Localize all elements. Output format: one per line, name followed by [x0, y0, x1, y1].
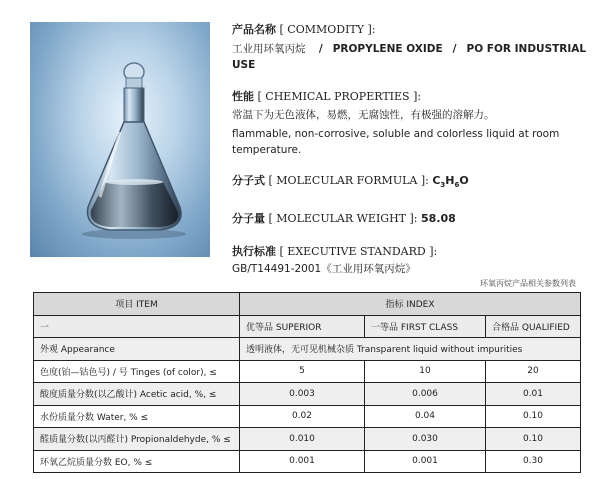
appearance-row: [34, 338, 581, 361]
value-first: 0.006: [365, 383, 486, 406]
grade-row: [34, 315, 581, 338]
molecular-formula: $C_3H_6O$: [432, 174, 469, 190]
row-label: 色度(铂—钴色号) / 号 Tinges (of color), ≤: [34, 360, 240, 383]
value-first: 10: [365, 360, 486, 383]
row-label: 酸度质量分数(以乙酸计) Acetic acid, %, ≤: [34, 383, 240, 406]
standard-value: GB/T14491-2001《工业用环氧丙烷》: [232, 263, 416, 276]
value-qualified: 0.10: [486, 428, 581, 451]
value-superior: 0.003: [240, 383, 365, 406]
value-qualified: 0.10: [486, 405, 581, 428]
value-qualified: 0.30: [486, 450, 581, 473]
value-first: 0.001: [365, 450, 486, 473]
molecular-weight-value: 58.08: [421, 212, 456, 226]
commodity-heading: 产品名称 [ COMMODITY ]:: [232, 23, 376, 36]
appearance-value: 透明液体，无可见机械杂质 Transparent liquid without impurities: [240, 338, 581, 361]
appearance-label: 外观 Appearance: [34, 338, 240, 361]
value-qualified: 20: [486, 360, 581, 383]
table-row: [34, 360, 581, 383]
table-caption: 环氧丙烷产品相关参数列表: [480, 279, 576, 288]
value-superior: 0.001: [240, 450, 365, 473]
table-row: [34, 405, 581, 428]
grade-superior: 优等品 SUPERIOR: [240, 315, 365, 338]
dash-cell: 一: [34, 315, 240, 338]
value-superior: 5: [240, 360, 365, 383]
table-row: [34, 450, 581, 473]
product-info: [232, 22, 592, 277]
row-label: 水份质量分数 Water, % ≤: [34, 405, 240, 428]
grade-first: 一等品 FIRST CLASS: [365, 315, 486, 338]
chemical-desc-cn: 常温下为无色液体，易燃，无腐蚀性，有极强的溶解力。: [232, 109, 495, 121]
table-header-row: [34, 293, 581, 316]
commodity-value: 工业用环氧丙烷 / PROPYLENE OXIDE / PO FOR INDUSTRIAL USE: [232, 43, 587, 71]
value-first: 0.04: [365, 405, 486, 428]
index-header: 指标 INDEX: [240, 293, 581, 316]
chemical-heading: 性能 [ CHEMICAL PROPERTIES ]:: [232, 90, 422, 103]
standard-heading: 执行标准 [ EXECUTIVE STANDARD ]:: [232, 245, 438, 259]
table-row: [34, 428, 581, 451]
value-superior: 0.010: [240, 428, 365, 451]
item-header: 项目 ITEM: [34, 293, 240, 316]
value-qualified: 0.01: [486, 383, 581, 406]
value-superior: 0.02: [240, 405, 365, 428]
weight-line: 分子量 [ MOLECULAR WEIGHT ]: 58.08: [232, 212, 456, 226]
spec-table: [33, 292, 581, 473]
row-label: 醛质量分数(以丙醛计) Propionaldehyde, % ≤: [34, 428, 240, 451]
value-first: 0.030: [365, 428, 486, 451]
product-photo: [30, 22, 210, 257]
chemical-desc-en: flammable, non-corrosive, soluble and colorless liquid at room temperature.: [232, 128, 560, 156]
table-row: [34, 383, 581, 406]
formula-line: 分子式 [ MOLECULAR FORMULA ]: $C_3H_6O$: [232, 174, 469, 190]
row-label: 环氧乙烷质量分数 EO, % ≤: [34, 450, 240, 473]
grade-qualified: 合格品 QUALIFIED: [486, 315, 581, 338]
